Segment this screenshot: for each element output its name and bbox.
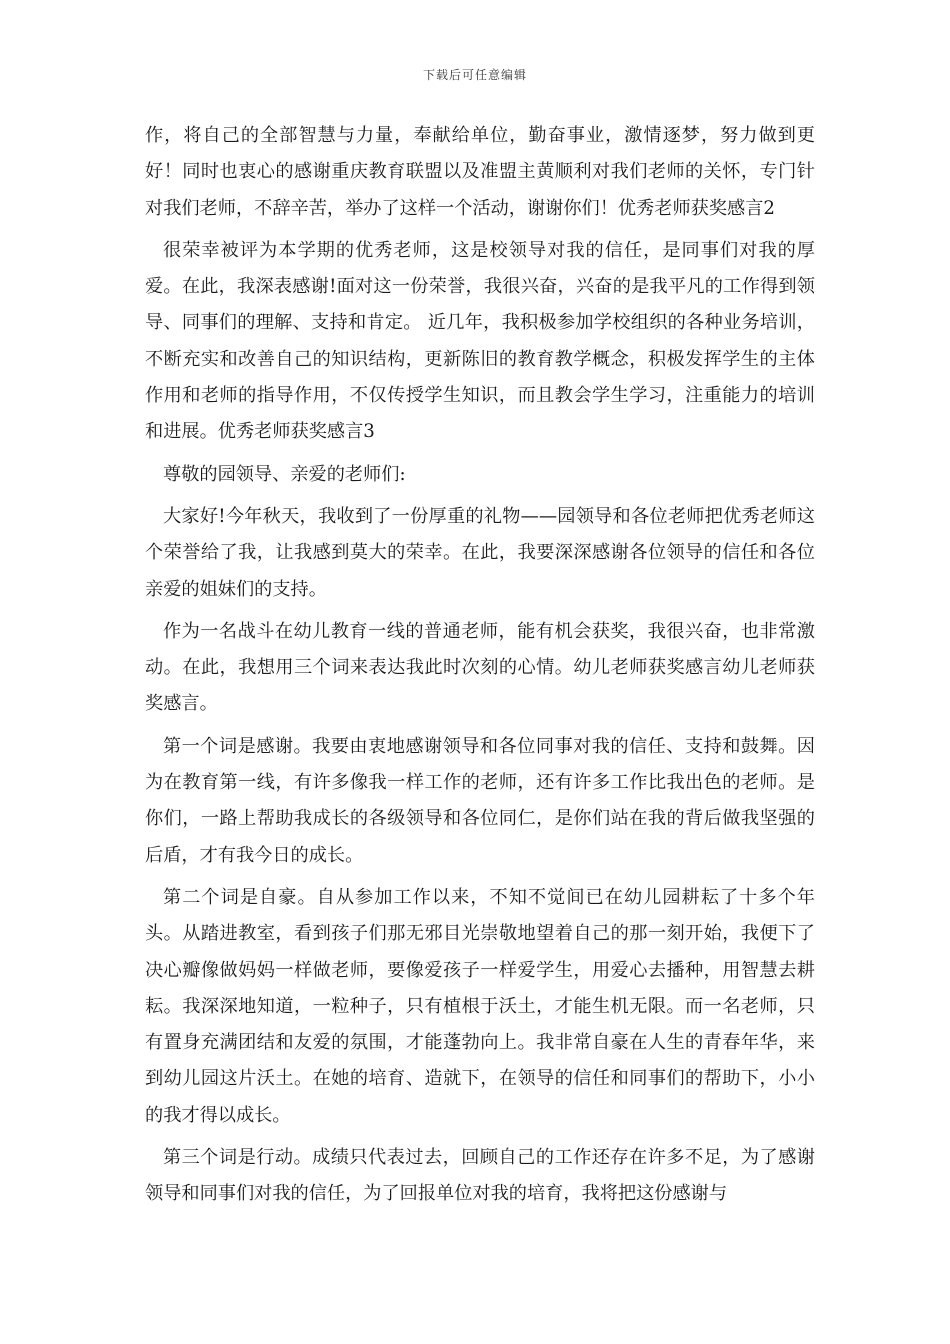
paragraph: 大家好!今年秋天，我收到了一份厚重的礼物——园领导和各位老师把优秀老师这个荣誉给了我，让我感到莫大的荣幸。在此，我要深深感谢各位领导的信任和各位亲爱的姐妹们的支持。: [145, 505, 815, 600]
page-header: 下载后可任意编辑: [422, 68, 527, 82]
paragraph: 很荣幸被评为本学期的优秀老师，这是校领导对我的信任，是同事们对我的厚爱。在此，我深表感谢!面对这一份荣誉，我很兴奋，兴奋的是我平凡的工作得到领导、同事们的理解、支持和肯定。 近几年，我积极参加学校组织的各种业务培训，不断充实和改善自己的知识结构，更新陈旧的教育教学概念，积极发挥学生的主体作用和老师的指导作用，不仅传授学生知识，而且教会学生学习，注重能力的培训和进展。优秀老师获奖感言3: [145, 239, 815, 443]
paragraph-continued: 作，将自己的全部智慧与力量，奉献给单位，勤奋事业，激情逐梦，努力做到更好！同时也衷心的感谢重庆教育联盟以及准盟主黄顺利对我们老师的关怀，专门针对我们老师，不辞辛苦，举办了这样一个活动，谢谢你们！优秀老师获奖感言2: [145, 125, 815, 219]
paragraph: 第三个词是行动。成绩只代表过去，回顾自己的工作还存在许多不足，为了感谢领导和同事们对我的信任，为了回报单位对我的培育，我将把这份感谢与: [145, 1147, 815, 1205]
paragraph: 作为一名战斗在幼儿教育一线的普通老师，能有机会获奖，我很兴奋，也非常激动。在此，我想用三个词来表达我此时次刻的心情。幼儿老师获奖感言幼儿老师获奖感言。: [145, 620, 815, 715]
paragraph: 第二个词是自豪。自从参加工作以来，不知不觉间已在幼儿园耕耘了十多个年头。从踏进教室，看到孩子们那无邪目光崇敬地望着自己的那一刻开始，我便下了决心瓣像做妈妈一样做老师，要像爱孩子一样爱学生，用爱心去播种，用智慧去耕耘。我深深地知道，一粒种子，只有植根于沃土，才能生机无限。而一名老师，只有置身充满团结和友爱的氛围，才能蓬勃向上。我非常自豪在人生的青春年华，来到幼儿园这片沃土。在她的培育、造就下，在领导的信任和同事们的帮助下，小小的我才得以成长。: [145, 886, 815, 1126]
document-body: [145, 118, 815, 1219]
paragraph: 第一个词是感谢。我要由衷地感谢领导和各位同事对我的信任、支持和鼓舞。因为在教育第一线，有许多像我一样工作的老师，还有许多工作比我出色的老师。是你们，一路上帮助我成长的各级领导和各位同仁，是你们站在我的背后做我坚强的后盾，才有我今日的成长。: [145, 735, 815, 866]
paragraph-salutation: 尊敬的园领导、亲爱的老师们:: [163, 463, 406, 485]
